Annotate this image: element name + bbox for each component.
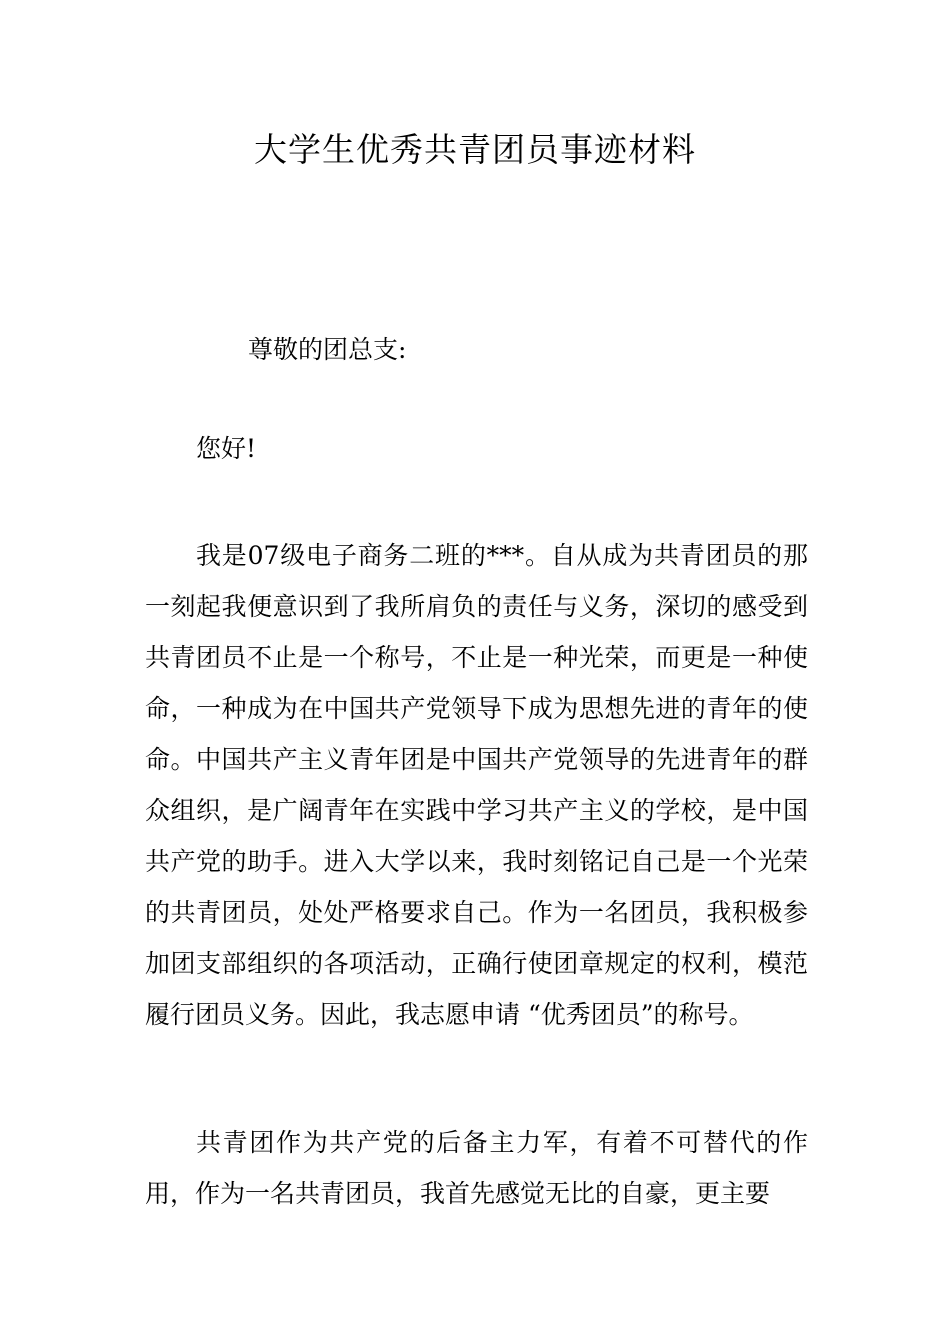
- salutation: 尊敬的团总支:: [248, 335, 407, 364]
- body-paragraph: 我是07级电子商务二班的***。自从成为共青团员的那一刻起我便意识到了我所肩负的责任与义务，深切的感受到共青团员不止是一个称号，不止是一种光荣，而更是一种使命，一种成为在中国共产党领导下成为思想先进的青年的使命。中国共产主义青年团是中国共产党领导的先进青年的群众组织，是广阔青年在实践中学习共产主义的学校，是中国共产党的助手。进入大学以来，我时刻铭记自己是一个光荣的共青团员，处处严格要求自己。作为一名团员，我积极参加团支部组织的各项活动，正确行使团章规定的权利，模范履行团员义务。因此，我志愿申请 “优秀团员”的称号。: [145, 541, 808, 1029]
- greeting: 您好!: [196, 434, 257, 463]
- document-title: 大学生优秀共青团员事迹材料: [254, 130, 696, 169]
- body-paragraph: 共青团作为共产党的后备主力军，有着不可替代的作用，作为一名共青团员，我首先感觉无比的自豪，更主要: [145, 1128, 808, 1208]
